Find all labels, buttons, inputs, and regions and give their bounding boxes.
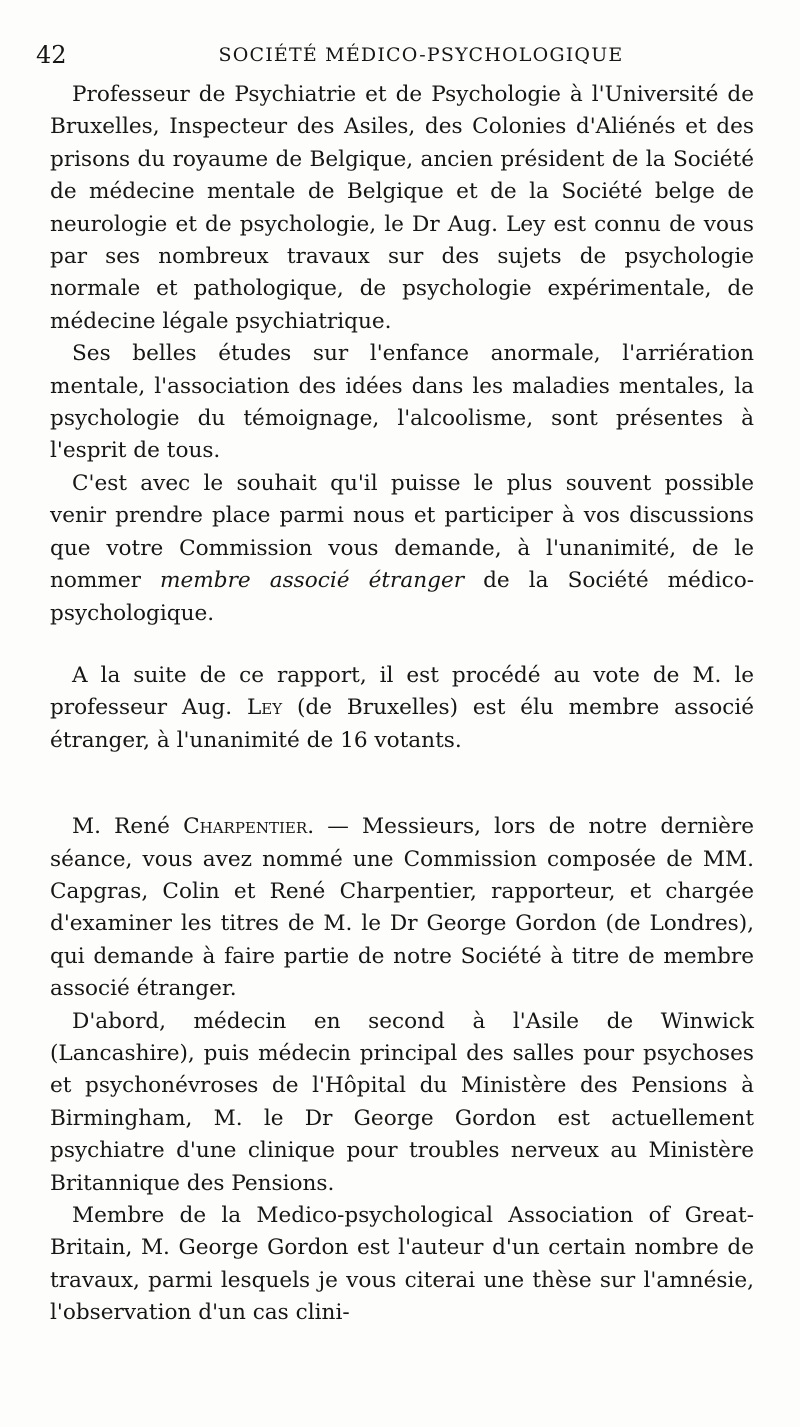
body-text — [50, 79, 754, 1330]
paragraph-gap — [50, 630, 754, 660]
paragraph-ley-credentials: Professeur de Psychiatrie et de Psychologie à l'Université de Bruxelles, Inspecteur des Asiles, des Colonies d'Aliénés et des prisons du royaume de Belgique, ancien président de la Société de médecine mentale de Belgique et de la Société belge de neurologie et de psychologie, le Dr Aug. Ley est connu de vous par ses nombreux travaux sur des sujets de psychologie normale et pathologique, de psychologie expérimentale, de médecine légale psychiatrique. — [50, 82, 754, 334]
paragraph-charpentier-report — [50, 811, 754, 1005]
page-header — [36, 38, 756, 72]
running-title: SOCIÉTÉ MÉDICO-PSYCHOLOGIQUE — [218, 44, 624, 66]
text-segment: de la Société médico-psychologique. — [50, 568, 755, 626]
text-segment: A la suite de ce rapport, il est procédé au vote de M. le professeur Aug. — [50, 662, 754, 721]
paragraph-ley-studies: Ses belles études sur l'enfance anormale, l'arriération mentale, l'association des idées dans les maladies mentales, la psychologie du témoignage, l'alcoolisme, sont présentes à l'esprit de tous. — [50, 341, 754, 464]
small-caps-name: Ley — [246, 695, 283, 721]
page-number: 42 — [36, 41, 67, 69]
text-segment: . — Messieurs, lors de notre dernière séance, vous avez nommé une Commission composée de MM. Capgras, Colin et René Charpentier, rapporteur, et chargée d'examiner les titres de M. le Dr George Gordon (de Londres), qui demande à faire partie de notre Société à titre de membre associé étranger. — [50, 814, 754, 1002]
text-segment: C'est avec le souhait qu'il puisse le plus souvent possible venir prendre place parmi nous et participer à vos discussions que votre Commission vous demande, à l'unanimité, de le nommer — [50, 470, 754, 594]
paragraph-gordon-career: D'abord, médecin en second à l'Asile de Winwick (Lancashire), puis médecin principal des salles pour psychoses et psychonévroses de l'Hôpital du Ministère des Pensions à Birmingham, M. le Dr George Gordon est actuellement psychiatre d'une clinique pour troubles nerveux au Ministère Britannique des Pensions. — [50, 1008, 754, 1196]
text-segment: (de Bruxelles) est élu membre associé étranger, à l'unanimité de 16 votants. — [50, 695, 754, 753]
paragraph-gordon-works: Membre de la Medico-psychological Association of Great-Britain, M. George Gordon est l'auteur d'un certain nombre de travaux, parmi lesquels je vous citerai une thèse sur l'amnésie, l'observation d'un cas clini- — [50, 1203, 754, 1326]
italic-phrase: membre associé étranger — [160, 568, 465, 594]
paragraph-commission-request — [50, 468, 754, 630]
section-gap — [50, 757, 754, 811]
text-segment: M. René — [72, 814, 184, 840]
paragraph-vote-result — [50, 660, 754, 757]
small-caps-name: Charpentier — [183, 814, 308, 840]
